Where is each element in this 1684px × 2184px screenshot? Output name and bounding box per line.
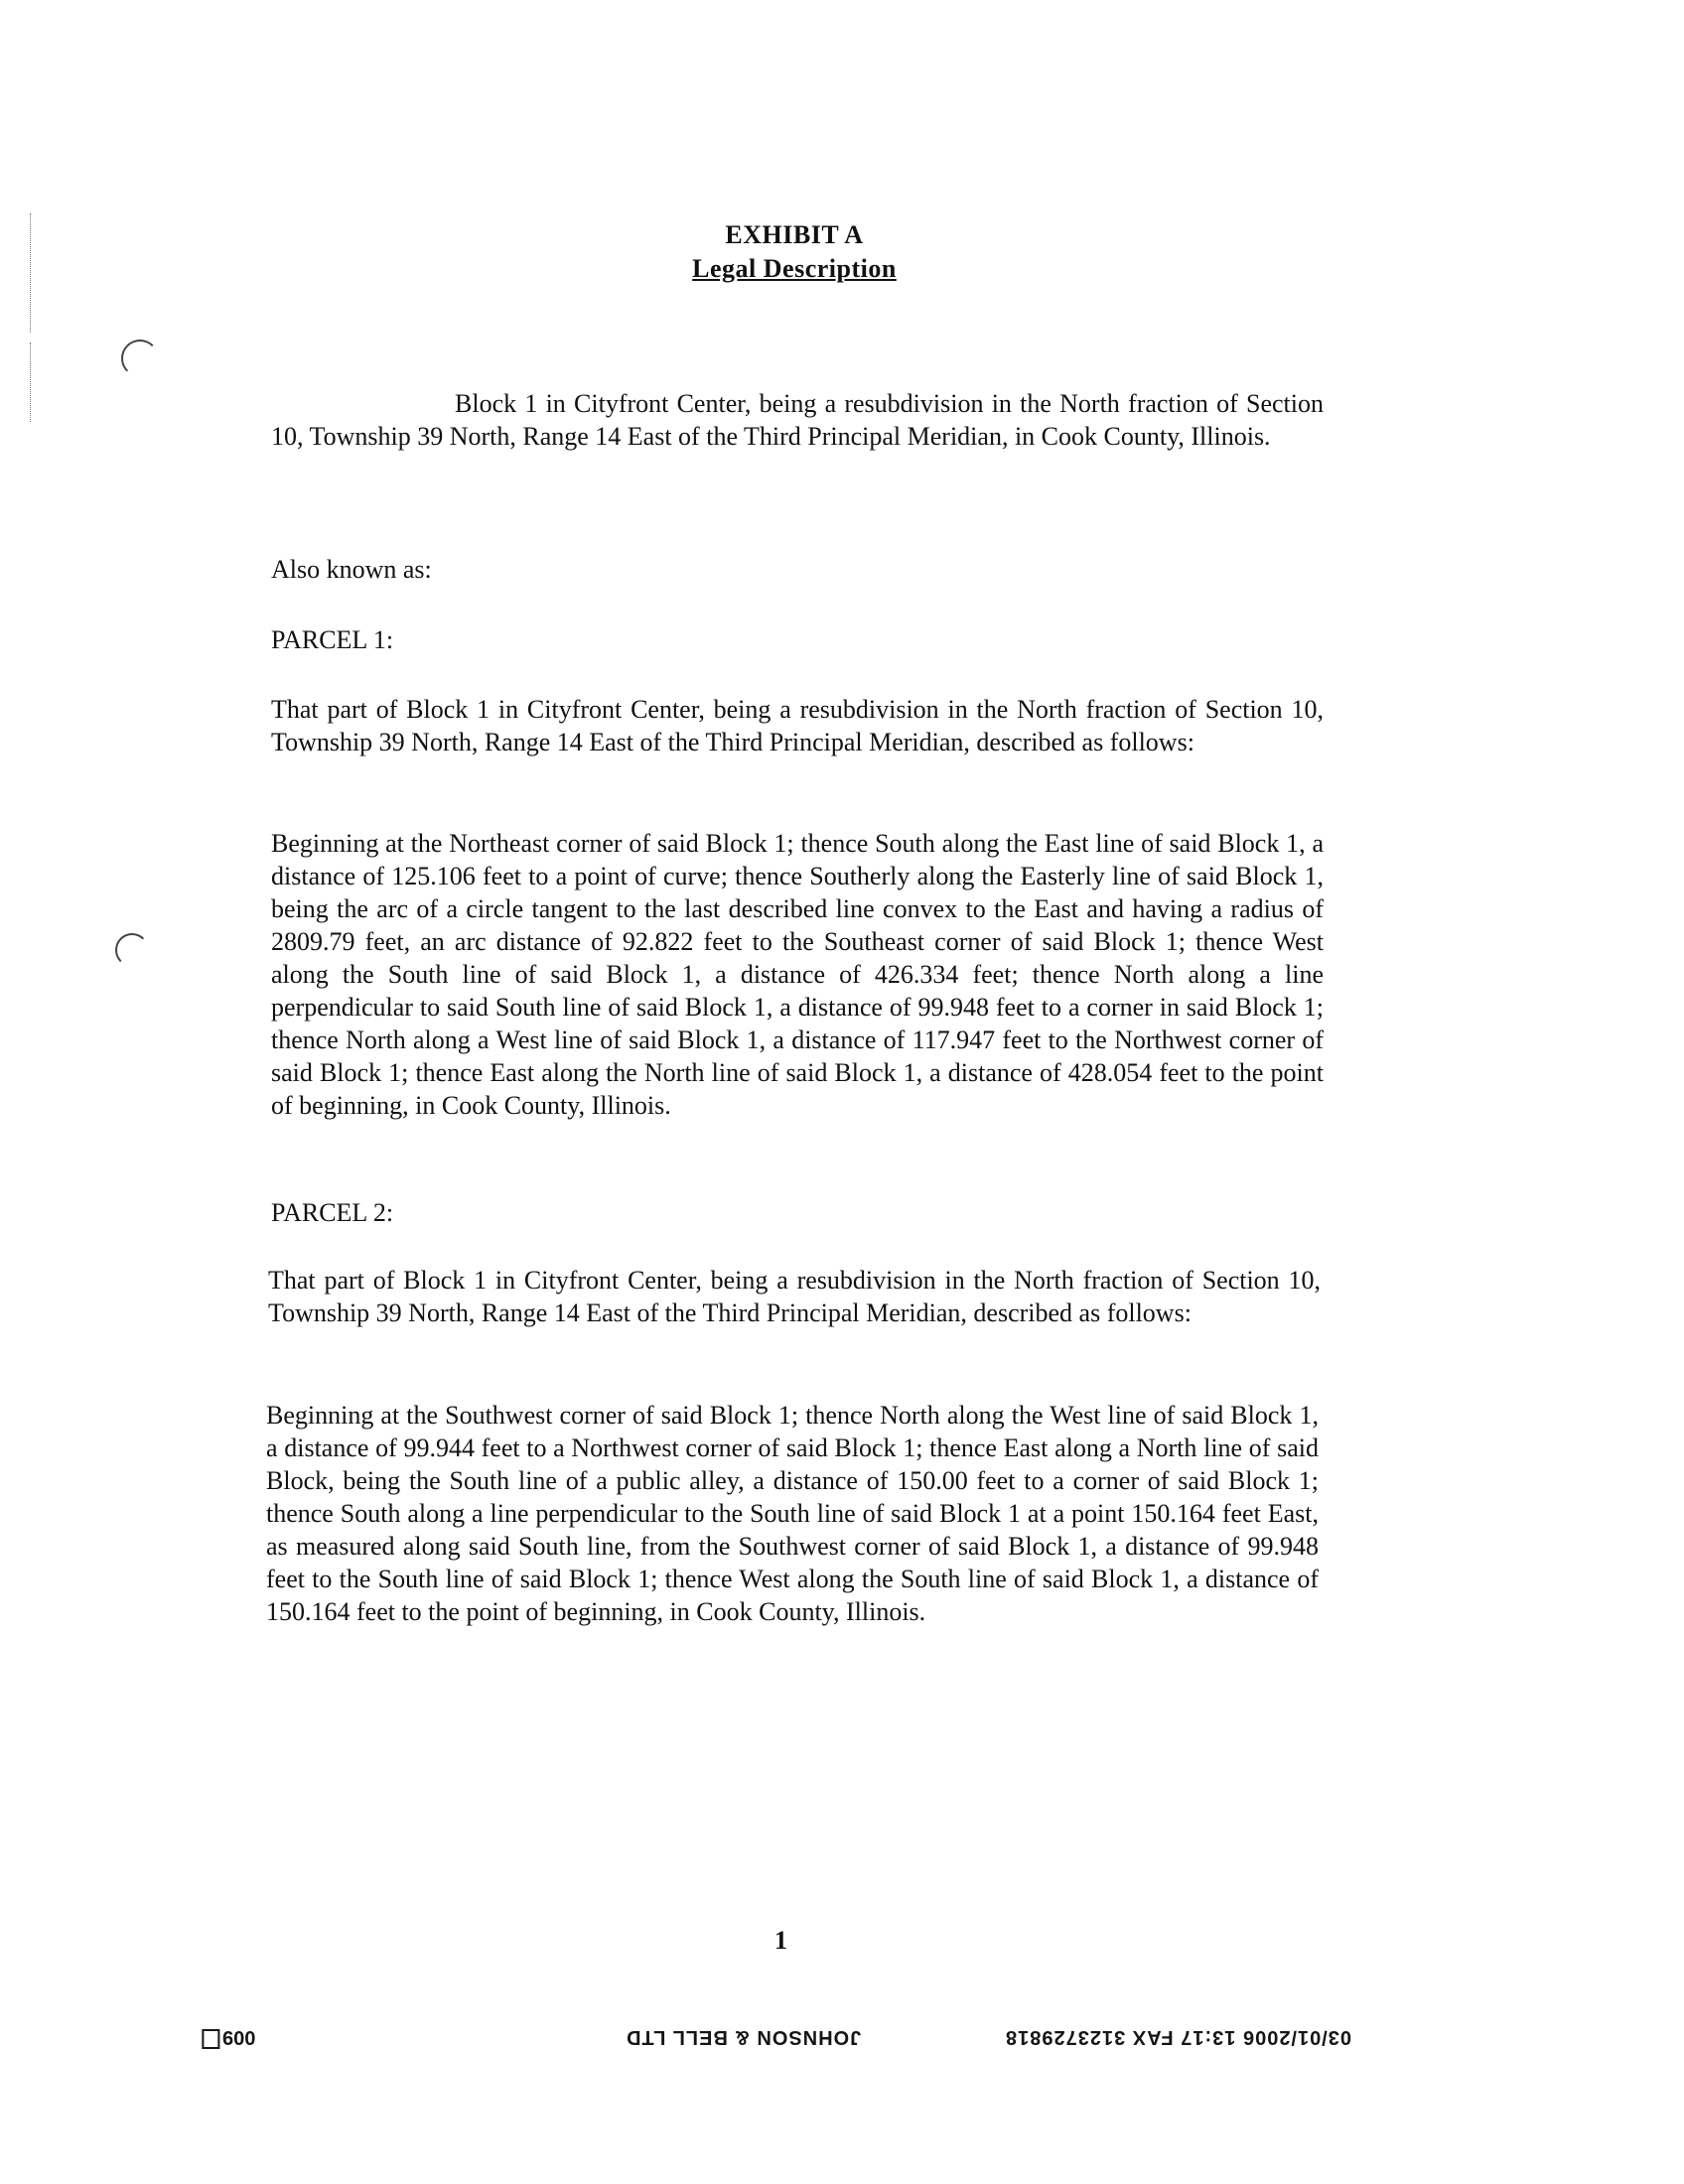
parcel-1-description-paragraph: Beginning at the Northeast corner of said Block 1; thence South along the East line of said Block 1, a distance of 125.106 feet to a point of curve; thence Southerly along the Easterly line of said Block 1, being the arc of a circle tangent to the last described line convex to the East and having a radius of 2809.79 feet, an arc distance of 92.822 feet to the Southeast corner of said Block 1; thence West along the South line of said Block 1, a distance of 426.334 feet; thence North along a line perpendicular to said South line of said Block 1, a distance of 99.948 feet to a corner in said Block 1; thence North along a West line of said Block 1, a distance of 117.947 feet to the Northwest corner of said Block 1; thence East along the North line of said Block 1, a distance of 428.054 feet to the point of beginning, in Cook County, Illinois. bbox=[271, 829, 1324, 1120]
scan-edge-mark bbox=[30, 342, 31, 422]
fax-sender-name: JOHNSON & BELL LTD bbox=[626, 2026, 862, 2048]
parcel-2-label: PARCEL 2: bbox=[271, 1198, 394, 1227]
fax-page-id-text: 009 bbox=[222, 2026, 256, 2048]
parcel-2-intro-paragraph: That part of Block 1 in Cityfront Center, being a resubdivision in the North fraction of Section 10, Township 39 North, Range 14 East of the Third Principal Meridian, described as follows: bbox=[268, 1266, 1321, 1327]
fax-timestamp: 03/01/2006 13:17 FAX 3123729818 bbox=[1005, 2026, 1352, 2048]
block-description-paragraph: Block 1 in Cityfront Center, being a resubdivision in the North fraction of Section 10, Township 39 North, Range 14 East of the Third Principal Meridian, in Cook County, Illinois. bbox=[271, 389, 1324, 451]
punch-hole-mark bbox=[121, 340, 159, 377]
parcel-2-description-paragraph: Beginning at the Southwest corner of said Block 1; thence North along the West line of said Block 1, a distance of 99.944 feet to a Northwest corner of said Block 1; thence East along a North line of said Block, being the South line of a public alley, a distance of 150.00 feet to a corner of said Block 1; thence South along a line perpendicular to the South line of said Block 1 at a point 150.164 feet East, as measured along said South line, from the Southwest corner of said Block 1, a distance of 99.948 feet to the South line of said Block 1; thence West along the South line of said Block 1, a distance of 150.164 feet to the point of beginning, in Cook County, Illinois. bbox=[266, 1401, 1319, 1626]
parcel-1-label: PARCEL 1: bbox=[271, 625, 394, 654]
parcel-1-intro-paragraph: That part of Block 1 in Cityfront Center, being a resubdivision in the North fraction of Section 10, Township 39 North, Range 14 East of the Third Principal Meridian, described as follows: bbox=[271, 695, 1324, 756]
exhibit-title: EXHIBIT A bbox=[725, 220, 864, 249]
fax-page-icon bbox=[202, 2029, 219, 2049]
also-known-as-label: Also known as: bbox=[271, 555, 432, 584]
punch-hole-mark bbox=[115, 933, 149, 967]
page-number: 1 bbox=[774, 1926, 787, 1955]
legal-description-heading: Legal Description bbox=[692, 254, 897, 283]
fax-page-id bbox=[202, 2025, 255, 2049]
